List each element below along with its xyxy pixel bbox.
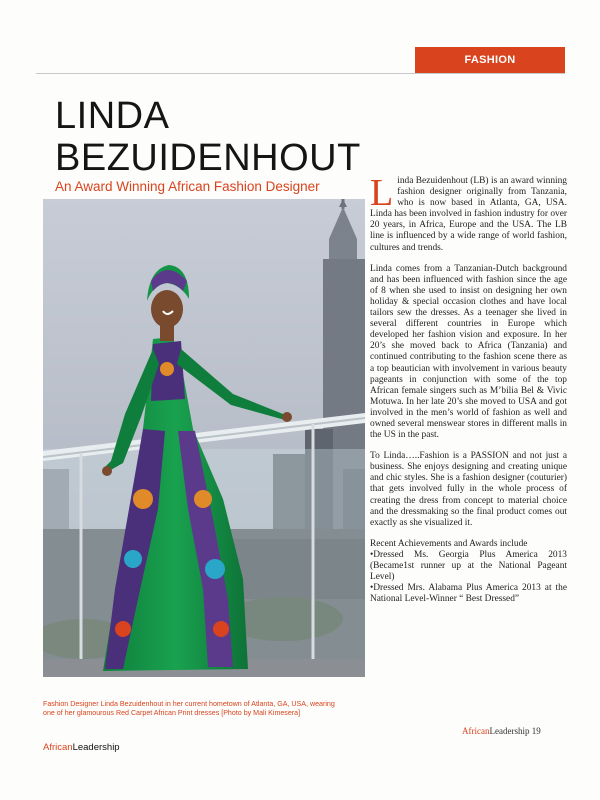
section-tab: FASHION — [415, 47, 565, 73]
achievement-item: •Dressed Ms. Georgia Plus America 2013 (Became1st runner up at the National Pageant Level) — [370, 549, 567, 583]
magazine-brand — [43, 742, 120, 753]
feature-photo — [43, 199, 365, 677]
caption-line2: one of her glamourous Red Carpet African Print dresses [Photo by Mali Kimesera] — [43, 709, 301, 717]
achievements-heading: Recent Achievements and Awards include — [370, 538, 528, 549]
photo-caption — [43, 700, 365, 718]
article-title-line1: LINDA — [55, 95, 170, 137]
paragraph-background: Linda comes from a Tanzanian-Dutch background and has been influenced with fashion since the age of 8 when she used to insist on designing her own holiday & special occasion clothes and have local tailors sew the dresses. As a teenager she lived in several different countries in Europe which developed her fashion vision and exposure. In her 20’s she moved back to Africa (Tanzania) and continued contributing to the fashion scene there as a top beautician with involvement in various beauty pageants in conjunction with some of the top African female singers such as M’bilia Bel & Vivic Motuwa. In her late 20’s she moved to USA and got involved in the men’s world of fashion as well and owned several menswear stores in different malls in the US in the past. — [370, 263, 567, 441]
article-title-line2: BEZUIDENHOUT — [55, 137, 361, 179]
achievement-item: •Dressed Mrs. Alabama Plus America 2013 at the National Level-Winner “ Best Dressed” — [370, 583, 567, 605]
article-body — [370, 172, 567, 605]
paragraph-intro — [370, 172, 567, 254]
brand-accent: African — [43, 742, 73, 753]
page-brand-accent: African — [462, 726, 490, 736]
paragraph-passion: To Linda…..Fashion is a PASSION and not just a business. She enjoys designing and creating unique and chic styles. She is a fashion designer (couturier) that gets involved fully in the whole process of creating the dress from concept to material choice and the dressmaking so the final product comes out exactly as she visualized it. — [370, 451, 567, 528]
article-subtitle: An Award Winning African Fashion Designer — [55, 179, 320, 194]
achievements-list — [370, 539, 567, 606]
page-number — [462, 726, 541, 736]
caption-line1: Fashion Designer Linda Bezuidenhout in her current hometown of Atlanta, GA, USA, wearing — [43, 700, 335, 708]
paragraph-intro-text: inda Bezuidenhout (LB) is an award winning fashion designer originally from Tanzania, who is now based in Atlanta, GA, USA. Linda has been involved in fashion industry for over 20 years, in Africa, Europe and the USA. The LB line is influenced by a wide range of world fashion, cultures and trends. — [370, 176, 567, 253]
page-brand-rest: Leadership 19 — [489, 726, 541, 736]
drop-cap: L — [370, 172, 394, 214]
top-rule — [36, 73, 565, 74]
brand-rest: Leadership — [72, 742, 120, 753]
